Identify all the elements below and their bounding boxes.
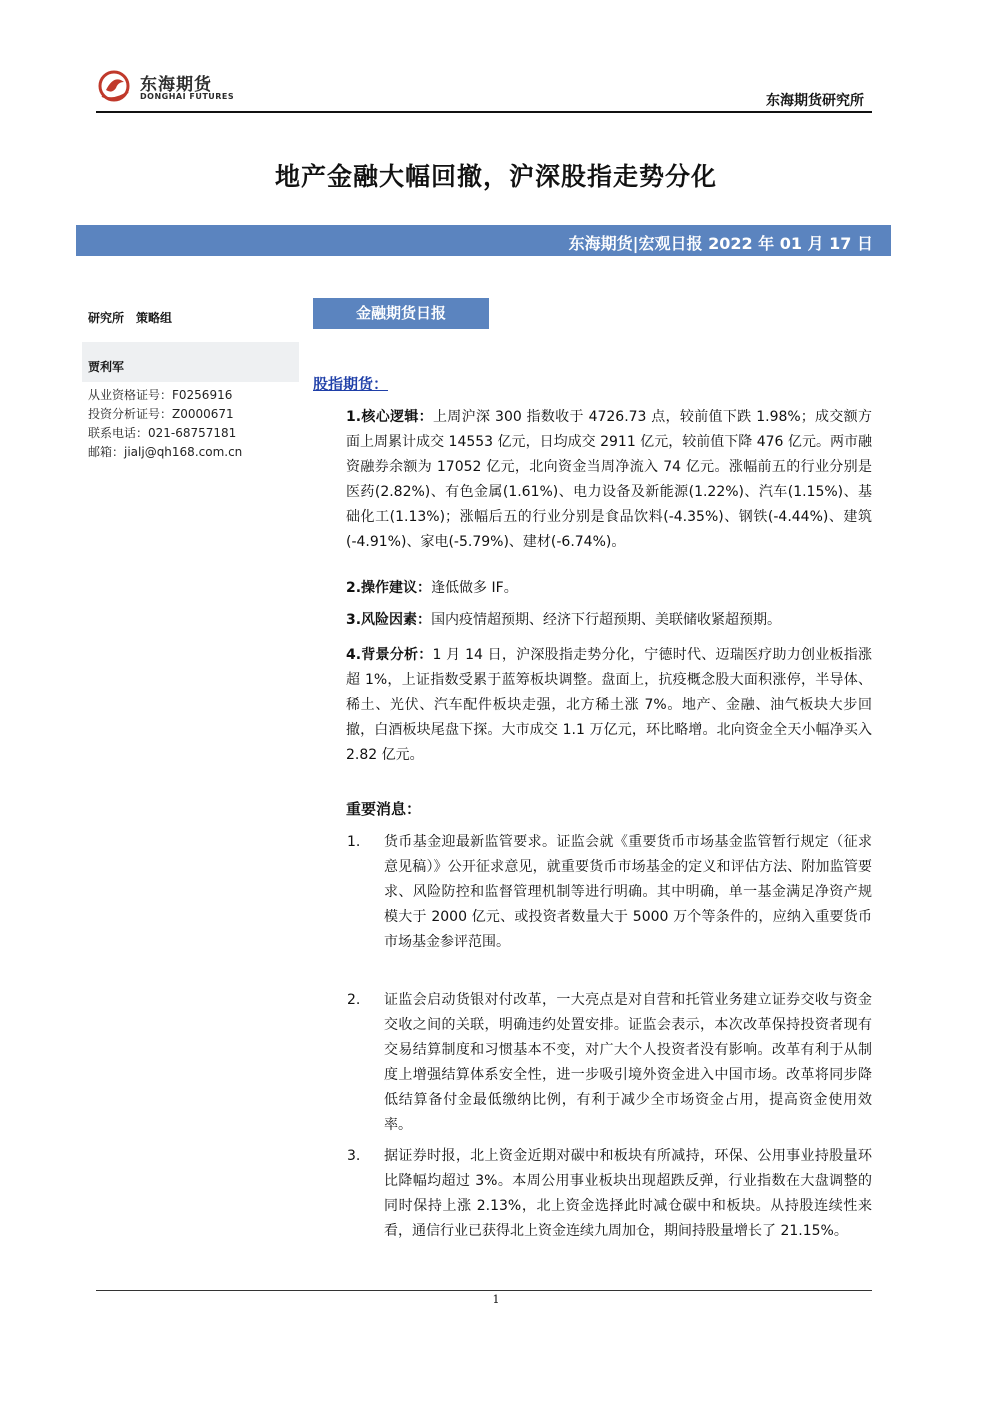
point-label: 3.风险因素：: [346, 612, 432, 628]
news-item-number: 1.: [347, 834, 361, 850]
point-core-logic: [346, 405, 872, 555]
qualification-number: 从业资格证号：F0256916: [88, 388, 233, 402]
contact-phone: 联系电话：021-68757181: [88, 426, 237, 440]
news-item-number: 2.: [347, 992, 361, 1008]
author-box: [82, 342, 299, 382]
section-tag: 金融期货日报: [313, 298, 489, 329]
point-label: 1.核心逻辑：: [346, 409, 433, 425]
logo-english-name: DONGHAI FUTURES: [140, 92, 235, 101]
logo-chinese-name: 东海期货: [140, 75, 212, 95]
department-label: 研究所 策略组: [88, 311, 173, 325]
header-divider: [96, 111, 872, 113]
author-name: 贾利军: [88, 360, 125, 374]
header-organization: 东海期货研究所: [766, 93, 864, 109]
analyst-number: 投资分析证号：Z0000671: [88, 407, 234, 421]
contact-email: 邮箱：jialj@qh168.com.cn: [88, 445, 243, 459]
point-text: 逢低做多 IF。: [431, 580, 518, 596]
footer-divider: [96, 1290, 872, 1291]
report-banner: [76, 225, 891, 256]
subsection-heading: 股指期货：: [313, 375, 389, 393]
report-title: 地产金融大幅回撤，沪深股指走势分化: [274, 162, 717, 191]
page-number: 1: [492, 1293, 500, 1306]
point-background-analysis: [346, 643, 872, 768]
point-label: 2.操作建议：: [346, 580, 432, 596]
news-item-text: 货币基金迎最新监管要求。证监会就《重要货币市场基金监管暂行规定（征求意见稿）》公开征求意见，就重要货币市场基金的定义和评估方法、附加监管要求、风险防控和监督管理机制等进行明确。其中明确，单一基金满足净资产规模大于 2000 亿元、或投资者数量大于 5000 万个等条件的，应纳入重要货币市场基金参评范围。: [384, 834, 872, 950]
point-text: 上周沪深 300 指数收于 4726.73 点，较前值下跌 1.98%；成交额方面上周累计成交 14553 亿元，日均成交 2911 亿元，较前值下降 476 亿元。两市融资融券余额为 17052 亿元，北向资金当周净流入 74 亿元。涨幅前五的行业分别是医药(2.82%)、有色金属(1.61%)、电力设备及新能源(1.22%)、汽车(1.15%)、基础化工(1.13%)；涨幅后五的行业分别是食品饮料(-4.35%)、钢铁(-4.44%)、建筑(-4.91%)、家电(-5.79%)、建材(-6.74%)。: [346, 409, 872, 550]
news-item-text: 证监会启动货银对付改革，一大亮点是对自营和托管业务建立证券交收与资金交收之间的关联，明确违约处置安排。证监会表示，本次改革保持投资者现有交易结算制度和习惯基本不变，对广大个人投资者没有影响。改革有利于从制度上增强结算体系安全性，进一步吸引境外资金进入中国市场。改革将同步降低结算备付金最低缴纳比例，有利于减少全市场资金占用，提高资金使用效率。: [384, 992, 872, 1133]
point-risk-factors: [346, 608, 872, 633]
point-text: 1 月 14 日，沪深股指走势分化，宁德时代、迈瑞医疗助力创业板指涨超 1%，上证指数受累于蓝筹板块调整。盘面上，抗疫概念股大面积涨停，半导体、稀土、光伏、汽车配件板块走强，北方稀土涨 7%。地产、金融、油气板块大步回撤，白酒板块尾盘下探。大市成交 1.1 万亿元，环比略增。北向资金全天小幅净买入 2.82 亿元。: [346, 647, 873, 763]
news-item-number: 3.: [347, 1148, 361, 1164]
banner-text: 东海期货|宏观日报 2022 年 01 月 17 日: [568, 234, 873, 253]
point-label: 4.背景分析：: [346, 647, 433, 663]
news-item-text: 据证券时报，北上资金近期对碳中和板块有所减持，环保、公用事业持股量环比降幅均超过 3%。本周公用事业板块出现超跌反弹，行业指数在大盘调整的同时保持上涨 2.13%，北上资金选择此时减仓碳中和板块。从持股连续性来看，通信行业已获得北上资金连续九周加仓，期间持股量增长了 21.15%。: [384, 1148, 872, 1239]
point-operation-advice: [346, 576, 872, 601]
donghai-logo-icon: [96, 68, 136, 104]
point-text: 国内疫情超预期、经济下行超预期、美联储收紧超预期。: [431, 612, 782, 628]
news-heading: 重要消息：: [346, 800, 422, 818]
